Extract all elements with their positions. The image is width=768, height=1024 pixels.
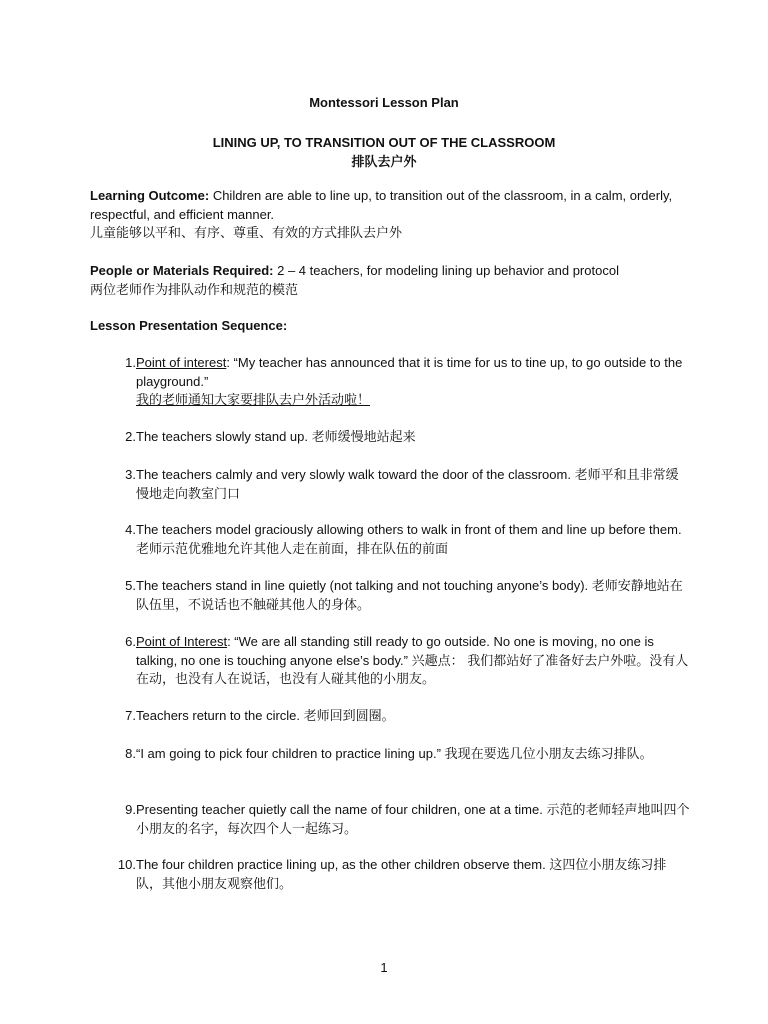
page-number: 1 bbox=[380, 960, 388, 975]
step-text: The four children practice lining up, as the other children observe them. bbox=[136, 857, 546, 872]
step-text: Presenting teacher quietly call the name of four children, one at a time. bbox=[136, 802, 543, 817]
learning-outcome-label: Learning Outcome: bbox=[90, 188, 210, 203]
step-chinese: 老师平和且非常缓慢地走向教室门口 bbox=[136, 467, 679, 501]
materials-text: 2 – 4 teachers, for modeling lining up behavior and protocol bbox=[277, 263, 619, 278]
materials-label: People or Materials Required: bbox=[90, 263, 274, 278]
step-lead: Point of interest bbox=[136, 355, 227, 370]
step-chinese: 兴趣点： 我们都站好了准备好去户外啦。没有人在动，也没有人在说话，也没有人碰其他的小朋友。 bbox=[136, 652, 689, 686]
step-number: 4. bbox=[125, 522, 136, 537]
list-item bbox=[110, 633, 690, 689]
step-text: : “We are all standing still ready to go outside. No one is moving, no one is talking, no one is touching anyone else’s body.” bbox=[136, 634, 654, 668]
step-number: 1. bbox=[125, 355, 136, 370]
lesson-title-english: LINING UP, TO TRANSITION OUT OF THE CLASSROOM bbox=[212, 135, 556, 150]
learning-outcome-text: Children are able to line up, to transition out of the classroom, in a calm, orderly, respectful, and efficient manner. bbox=[90, 188, 673, 222]
list-item bbox=[110, 466, 690, 503]
step-text: The teachers model graciously allowing others to walk in front of them and line up before them. bbox=[136, 522, 682, 537]
step-text: The teachers slowly stand up. bbox=[136, 429, 308, 444]
step-chinese: 我现在要选几位小朋友去练习排队。 bbox=[444, 746, 653, 761]
sequence-label: Lesson Presentation Sequence: bbox=[90, 318, 288, 333]
step-number: 7. bbox=[125, 708, 136, 723]
step-number: 9. bbox=[125, 802, 136, 817]
step-number: 3. bbox=[125, 467, 136, 482]
learning-outcome-chinese: 儿童能够以平和、有序、尊重、有效的方式排队去户外 bbox=[90, 225, 403, 240]
step-number: 5. bbox=[125, 578, 136, 593]
list-item bbox=[110, 856, 690, 893]
step-chinese: 老师示范优雅地允许其他人走在前面，排在队伍的前面 bbox=[136, 540, 449, 556]
list-item bbox=[110, 354, 690, 410]
step-number: 2. bbox=[125, 429, 136, 444]
step-text: The teachers calmly and very slowly walk toward the door of the classroom. bbox=[136, 467, 571, 482]
sequence-section bbox=[90, 317, 690, 336]
lesson-title-chinese: 排队去户外 bbox=[351, 154, 417, 169]
step-lead: Point of Interest bbox=[136, 634, 228, 649]
step-chinese: 这四位小朋友练习排队，其他小朋友观察他们。 bbox=[136, 857, 667, 891]
list-item bbox=[110, 801, 690, 838]
step-number: 10. bbox=[117, 857, 136, 872]
list-item bbox=[110, 745, 690, 764]
list-item bbox=[110, 428, 690, 447]
list-item bbox=[110, 521, 690, 558]
step-number: 8. bbox=[125, 746, 136, 761]
step-text: The teachers stand in line quietly (not talking and not touching anyone’s body). bbox=[136, 578, 589, 593]
step-chinese: 老师缓慢地站起来 bbox=[311, 429, 416, 444]
step-number: 6. bbox=[125, 634, 136, 649]
step-chinese: 我的老师通知大家要排队去户外活动啦！ bbox=[136, 392, 371, 407]
step-text: Teachers return to the circle. bbox=[136, 708, 301, 723]
step-text: : “My teacher has announced that it is time for us to tine up, to go outside to the playground.” bbox=[136, 355, 683, 389]
document-heading: Montessori Lesson Plan bbox=[309, 95, 459, 110]
learning-outcome-section bbox=[90, 187, 690, 243]
lesson-title bbox=[0, 133, 768, 171]
step-text: “I am going to pick four children to practice lining up.” bbox=[136, 746, 441, 761]
materials-section bbox=[90, 262, 690, 299]
materials-chinese: 两位老师作为排队动作和规范的模范 bbox=[90, 281, 299, 297]
step-chinese: 示范的老师轻声地叫四个小朋友的名字，每次四个人一起练习。 bbox=[136, 802, 690, 836]
step-chinese: 老师回到圆圈。 bbox=[303, 708, 395, 723]
list-item bbox=[110, 577, 690, 614]
list-item bbox=[110, 707, 690, 726]
step-chinese: 老师安静地站在队伍里，不说话也不触碰其他人的身体。 bbox=[136, 578, 683, 612]
